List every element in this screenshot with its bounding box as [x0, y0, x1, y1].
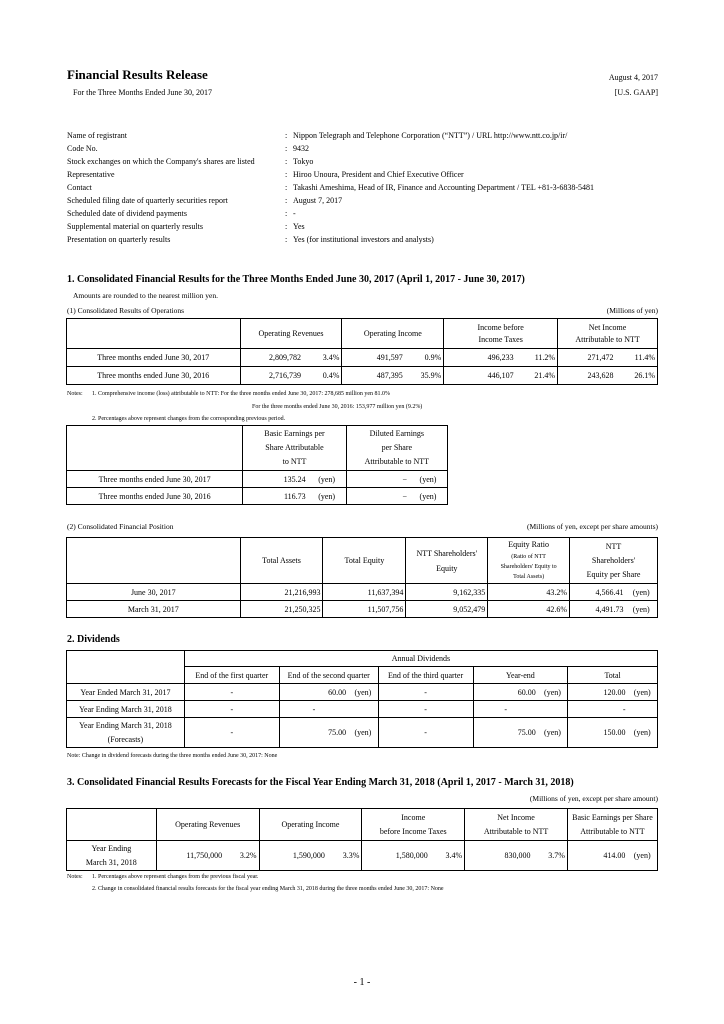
ops-corner	[67, 319, 241, 349]
div-annual-header: Annual Dividends	[184, 651, 657, 667]
ops-title: (1) Consolidated Results of Operations	[67, 306, 185, 315]
info-colon: :	[285, 183, 288, 192]
info-row	[67, 129, 594, 142]
info-label: Scheduled date of dividend payments	[67, 209, 187, 218]
section-1-heading: 1. Consolidated Financial Results for the Three Months Ended June 30, 2017 (April 1, 2017 - June 30, 2017)	[67, 274, 525, 285]
position-unit: (Millions of yen, except per share amounts)	[526, 522, 658, 531]
info-row	[67, 207, 594, 220]
forecast-table	[66, 808, 658, 871]
info-label: Supplemental material on quarterly results	[67, 222, 203, 231]
ops-header-revenues: Operating Revenues	[240, 319, 342, 349]
info-colon: :	[285, 222, 288, 231]
table-row: Year Ending March 31, 2018 (Forecasts) - 75.00 (yen) - 75.00 (yen) 150.00 (yen)	[67, 718, 658, 748]
document-subtitle: For the Three Months Ended June 30, 2017	[73, 88, 212, 97]
info-label: Stock exchanges on which the Company's shares are listed	[67, 157, 255, 166]
fc-header-income-before-tax: Income before Income Taxes	[362, 809, 465, 841]
note-comprehensive-income-2017: 1. Comprehensive income (loss) attributable to NTT: For the three months ended June 30, 2017: 278,685 million yen 81.0%	[92, 391, 390, 397]
info-label: Name of registrant	[67, 131, 127, 140]
info-value: Yes (for institutional investors and analysts)	[293, 235, 434, 244]
info-value: -	[293, 209, 296, 218]
div-header-year-end: Year-end	[473, 667, 568, 684]
pos-header-equity-ratio: Equity Ratio (Ratio of NTT Shareholders' Equity to Total Assets)	[488, 538, 570, 584]
fc-header-net-income: Net Income Attributable to NTT	[465, 809, 568, 841]
page-number: - 1 -	[353, 977, 371, 988]
div-header-q1: End of the first quarter	[184, 667, 279, 684]
div-corner-lower	[67, 667, 185, 684]
forecast-unit: (Millions of yen, except per share amount)	[529, 794, 658, 803]
info-colon: :	[285, 157, 288, 166]
note-percentages: 2. Percentages above represent changes from the corresponding previous period.	[92, 416, 286, 422]
info-label: Contact	[67, 183, 92, 192]
section-3-heading: 3. Consolidated Financial Results Forecasts for the Fiscal Year Ending March 31, 2018 (April 1, 2017 - March 31, 2018)	[67, 777, 574, 788]
info-value: Nippon Telegraph and Telephone Corporation (“NTT”) / URL http://www.ntt.co.jp/ir/	[293, 131, 568, 140]
ops-header-net-income: Net Income Attributable to NTT	[558, 319, 658, 349]
div-header-total: Total	[568, 667, 658, 684]
eps-table	[66, 425, 448, 505]
table-row: March 31, 2017 21,250,325 11,507,756 9,052,479 42.6% 4,491.73 (yen)	[67, 601, 658, 618]
info-value: 9432	[293, 144, 309, 153]
fc-corner	[67, 809, 157, 841]
info-label: Presentation on quarterly results	[67, 235, 171, 244]
document-title: Financial Results Release	[67, 67, 208, 82]
ops-header-op-income: Operating Income	[342, 319, 444, 349]
forecast-note-2: 2. Change in consolidated financial results forecasts for the fiscal year ending March 31, 2018 during the three months ended June 30, 2017: None	[92, 886, 444, 892]
info-value: Yes	[293, 222, 305, 231]
ops-header-income-before-tax: Income before Income Taxes	[444, 319, 558, 349]
section-2-heading: 2. Dividends	[67, 634, 120, 645]
table-row: Three months ended June 30, 2016 2,716,739 0.4% 487,395 35.9% 446,107 21.4% 243,628 26.1%	[67, 367, 658, 385]
forecast-note-1: 1. Percentages above represent changes from the previous fiscal year.	[92, 874, 259, 880]
dividends-table	[66, 650, 658, 748]
info-row	[67, 168, 594, 181]
position-title: (2) Consolidated Financial Position	[67, 522, 174, 531]
pos-corner	[67, 538, 241, 584]
info-row	[67, 220, 594, 233]
fc-header-eps: Basic Earnings per Share Attributable to NTT	[567, 809, 657, 841]
release-date: August 4, 2017	[608, 73, 658, 82]
table-row: Year Ending March 31, 2018 11,750,000 3.2% 1,590,000 3.3% 1,580,000 3.4% 830,000 3.7% 414.00 (yen)	[67, 841, 658, 871]
info-row	[67, 194, 594, 207]
info-row	[67, 142, 594, 155]
accounting-standard: [U.S. GAAP]	[614, 88, 658, 97]
info-value: Hiroo Unoura, President and Chief Executive Officer	[293, 170, 464, 179]
info-row	[67, 155, 594, 168]
eps-corner	[67, 426, 243, 471]
div-header-q2: End of the second quarter	[279, 667, 378, 684]
info-colon: :	[285, 196, 288, 205]
info-label: Code No.	[67, 144, 98, 153]
eps-header-diluted: Diluted Earnings per Share Attributable to NTT	[346, 426, 447, 471]
info-colon: :	[285, 235, 288, 244]
table-row: Three months ended June 30, 2017 135.24 (yen) − (yen)	[67, 471, 448, 488]
note-comprehensive-income-2016: For the three months ended June 30, 2016: 153,977 million yen (9.2%)	[252, 404, 423, 410]
operations-table	[66, 318, 658, 385]
financial-position-table	[66, 537, 658, 618]
info-row	[67, 233, 594, 246]
info-value: Tokyo	[293, 157, 314, 166]
info-value: August 7, 2017	[293, 196, 343, 205]
info-label: Scheduled filing date of quarterly securities report	[67, 196, 228, 205]
fc-header-revenues: Operating Revenues	[156, 809, 259, 841]
rounding-note: Amounts are rounded to the nearest million yen.	[73, 291, 218, 300]
div-corner	[67, 651, 185, 667]
table-row: Year Ended March 31, 2017 - 60.00 (yen) - 60.00 (yen) 120.00 (yen)	[67, 684, 658, 701]
div-header-q3: End of the third quarter	[378, 667, 473, 684]
dividend-note: Note: Change in dividend forecasts during the three months ended June 30, 2017: None	[67, 753, 278, 759]
pos-header-equity-per-share: NTT Shareholders' Equity per Share	[570, 538, 658, 584]
info-colon: :	[285, 144, 288, 153]
info-label: Representative	[67, 170, 115, 179]
table-row: Three months ended June 30, 2016 116.73 (yen) − (yen)	[67, 488, 448, 505]
ops-unit: (Millions of yen)	[606, 306, 658, 315]
info-colon: :	[285, 209, 288, 218]
forecast-notes-label: Notes:	[67, 874, 83, 880]
pos-header-total-assets: Total Assets	[240, 538, 323, 584]
info-value: Takashi Ameshima, Head of IR, Finance and Accounting Department / TEL +81-3-6838-5481	[293, 183, 594, 192]
info-colon: :	[285, 131, 288, 140]
info-colon: :	[285, 170, 288, 179]
table-row: June 30, 2017 21,216,993 11,637,394 9,162,335 43.2% 4,566.41 (yen)	[67, 584, 658, 601]
table-row: Year Ending March 31, 2018 - - - - -	[67, 701, 658, 718]
info-row	[67, 181, 594, 194]
notes-label: Notes:	[67, 391, 83, 397]
company-info-table	[67, 129, 594, 246]
pos-header-sh-equity: NTT Shareholders' Equity	[406, 538, 488, 584]
eps-header-basic: Basic Earnings per Share Attributable to NTT	[243, 426, 346, 471]
pos-header-total-equity: Total Equity	[323, 538, 406, 584]
table-row: Three months ended June 30, 2017 2,809,782 3.4% 491,597 0.9% 496,233 11.2% 271,472 11.4%	[67, 349, 658, 367]
fc-header-op-income: Operating Income	[259, 809, 362, 841]
